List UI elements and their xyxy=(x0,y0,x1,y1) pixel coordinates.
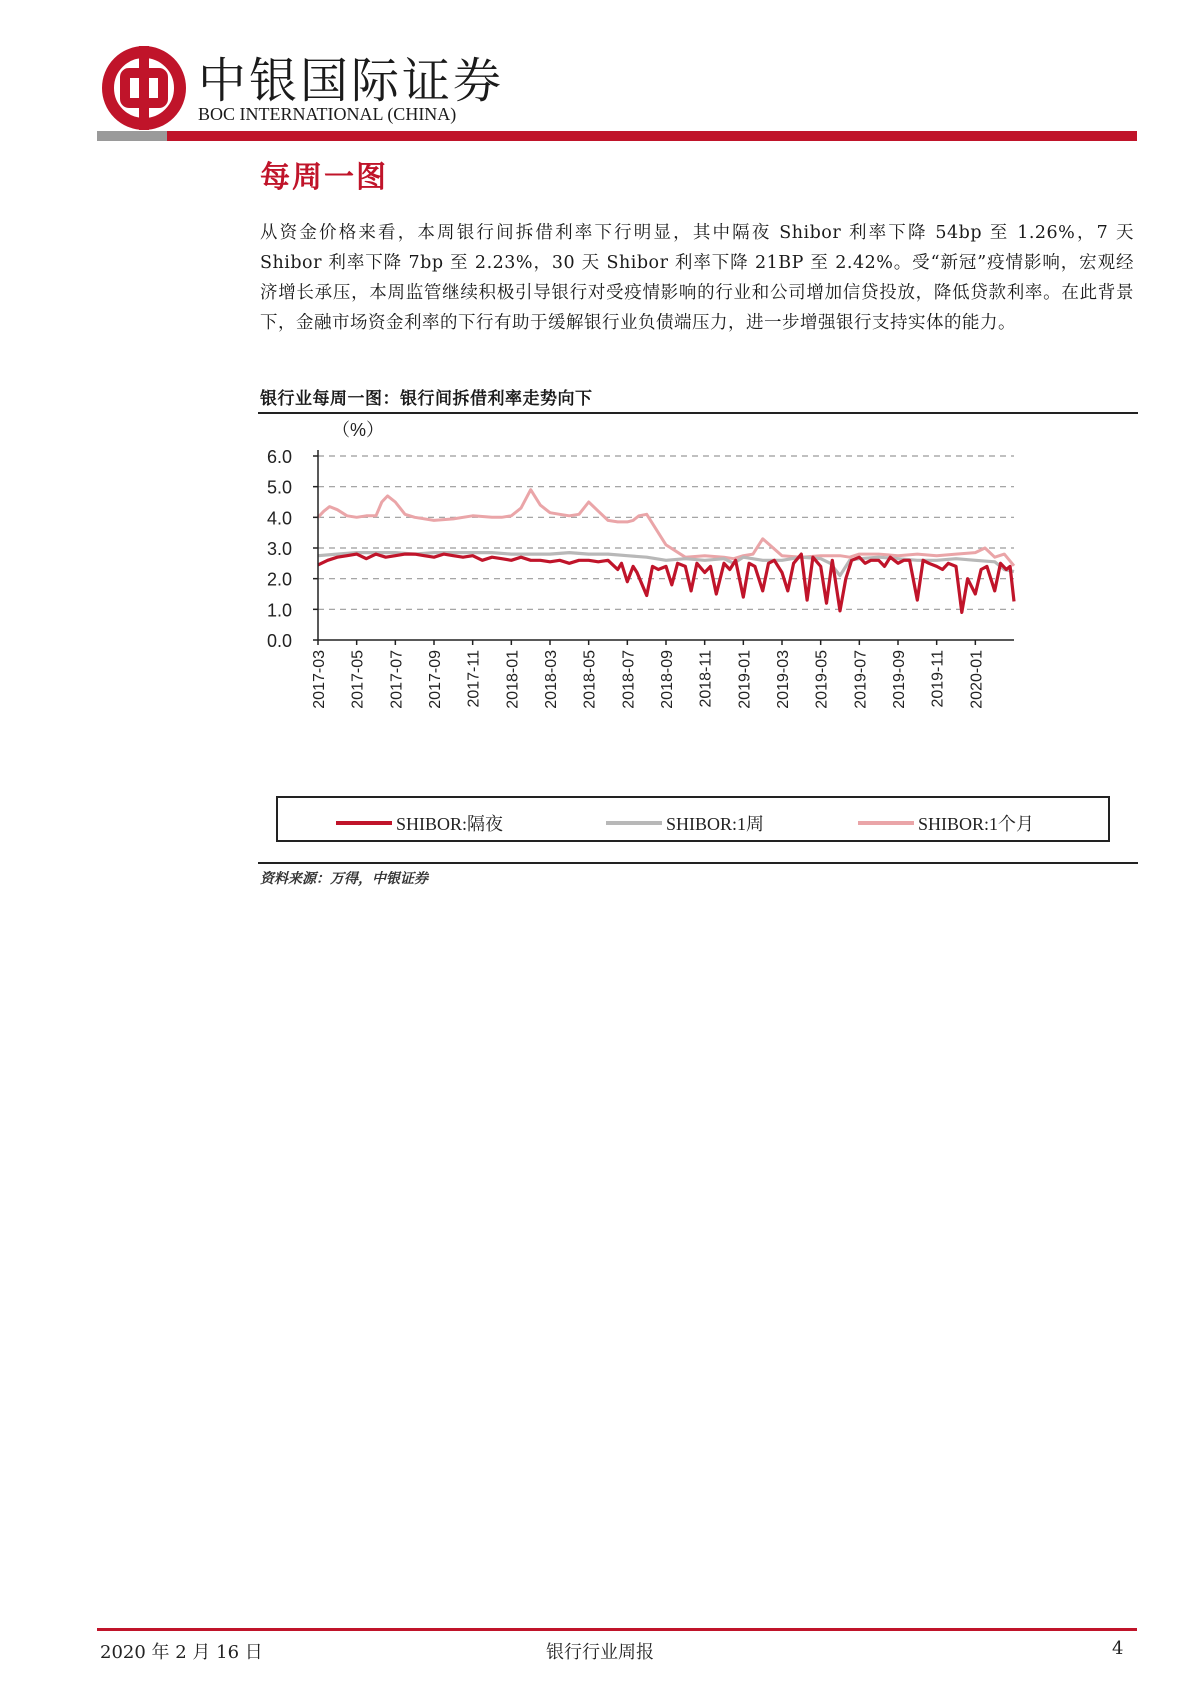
x-tick-label: 2018-11 xyxy=(697,650,715,708)
y-tick-label: 0.0 xyxy=(266,631,292,651)
x-tick-label: 2019-11 xyxy=(929,650,947,708)
legend-label-1month: SHIBOR:1个月 xyxy=(918,814,1035,834)
y-tick-label: 3.0 xyxy=(266,539,292,559)
y-tick-label: 6.0 xyxy=(266,447,292,467)
chart-gridlines xyxy=(318,456,1014,609)
x-tick-label: 2017-11 xyxy=(465,650,483,708)
x-tick-label: 2017-09 xyxy=(427,650,444,709)
x-tick-label: 2019-09 xyxy=(891,650,908,709)
header-rule-gray xyxy=(97,131,167,141)
x-tick-label: 2018-01 xyxy=(504,650,522,709)
boc-logo xyxy=(100,44,188,132)
y-tick-label: 2.0 xyxy=(266,569,292,590)
section-title: 每周一图 xyxy=(260,160,388,195)
legend-swatch-1week xyxy=(606,821,662,825)
x-tick-label: 2017-07 xyxy=(388,650,406,709)
x-tick-label: 2018-03 xyxy=(543,650,560,709)
legend-item-1month xyxy=(858,810,1034,836)
x-tick-label: 2017-05 xyxy=(349,650,367,709)
legend-item-overnight xyxy=(336,810,503,836)
x-tick-label: 2019-03 xyxy=(775,650,792,709)
brand-name-en: BOC INTERNATIONAL (CHINA) xyxy=(198,104,457,124)
y-tick-label: 5.0 xyxy=(266,477,292,498)
rate-line-chart xyxy=(258,414,1138,794)
x-tick-label: 2019-01 xyxy=(736,650,754,709)
footer-date: 2020 年 2 月 16 日 xyxy=(100,1642,263,1663)
figure-title: 银行业每周一图：银行间拆借利率走势向下 xyxy=(260,389,593,409)
figure-rule-bottom xyxy=(258,862,1138,864)
x-tick-label: 2018-09 xyxy=(659,650,676,709)
footer-rule xyxy=(97,1628,1137,1631)
figure-source: 资料来源：万得，中银证券 xyxy=(260,871,428,887)
footer-page-number: 4 xyxy=(1112,1638,1124,1659)
x-tick-label: 2020-01 xyxy=(968,650,986,709)
y-tick-label: 1.0 xyxy=(266,600,292,621)
legend-label-1week: SHIBOR:1周 xyxy=(666,814,765,834)
body-paragraph: 从资金价格来看，本周银行间拆借利率下行明显，其中隔夜 Shibor 利率下降 54bp 至 1.26%，7 天 Shibor 利率下降 7bp 至 2.23%，30 天 Shibor 利率下降 21BP 至 2.42%。受“新冠”疫情影响，宏观经济增长承压，本周监管继续积极引导银行对受疫情影响的行业和公司增加信贷投放，降低贷款利率。在此背景下，金融市场资金利率的下行有助于缓解银行业负债端压力，进一步增强银行支持实体的能力。 xyxy=(260,223,1134,333)
x-axis-ticks xyxy=(311,640,985,709)
y-tick-label: 4.0 xyxy=(266,508,292,529)
legend-swatch-overnight xyxy=(336,821,392,825)
x-tick-label: 2019-05 xyxy=(813,650,831,709)
series-line-overnight xyxy=(318,554,1014,612)
x-tick-label: 2017-03 xyxy=(311,650,328,709)
y-axis-unit-label: （%） xyxy=(331,420,385,440)
header-rule-red xyxy=(167,131,1137,141)
x-tick-label: 2018-05 xyxy=(581,650,599,709)
brand-name-cn: 中银国际证券 xyxy=(198,53,505,109)
chart-series xyxy=(318,490,1014,613)
chart-legend xyxy=(276,796,1110,842)
legend-swatch-1month xyxy=(858,821,914,825)
x-tick-label: 2019-07 xyxy=(852,650,870,709)
footer-report-title: 银行行业周报 xyxy=(546,1642,654,1663)
x-tick-label: 2018-07 xyxy=(620,650,638,709)
legend-label-overnight: SHIBOR:隔夜 xyxy=(396,814,504,834)
boc-logo-icon xyxy=(100,44,188,132)
legend-item-1week xyxy=(606,810,764,836)
y-axis-ticks xyxy=(267,447,318,651)
